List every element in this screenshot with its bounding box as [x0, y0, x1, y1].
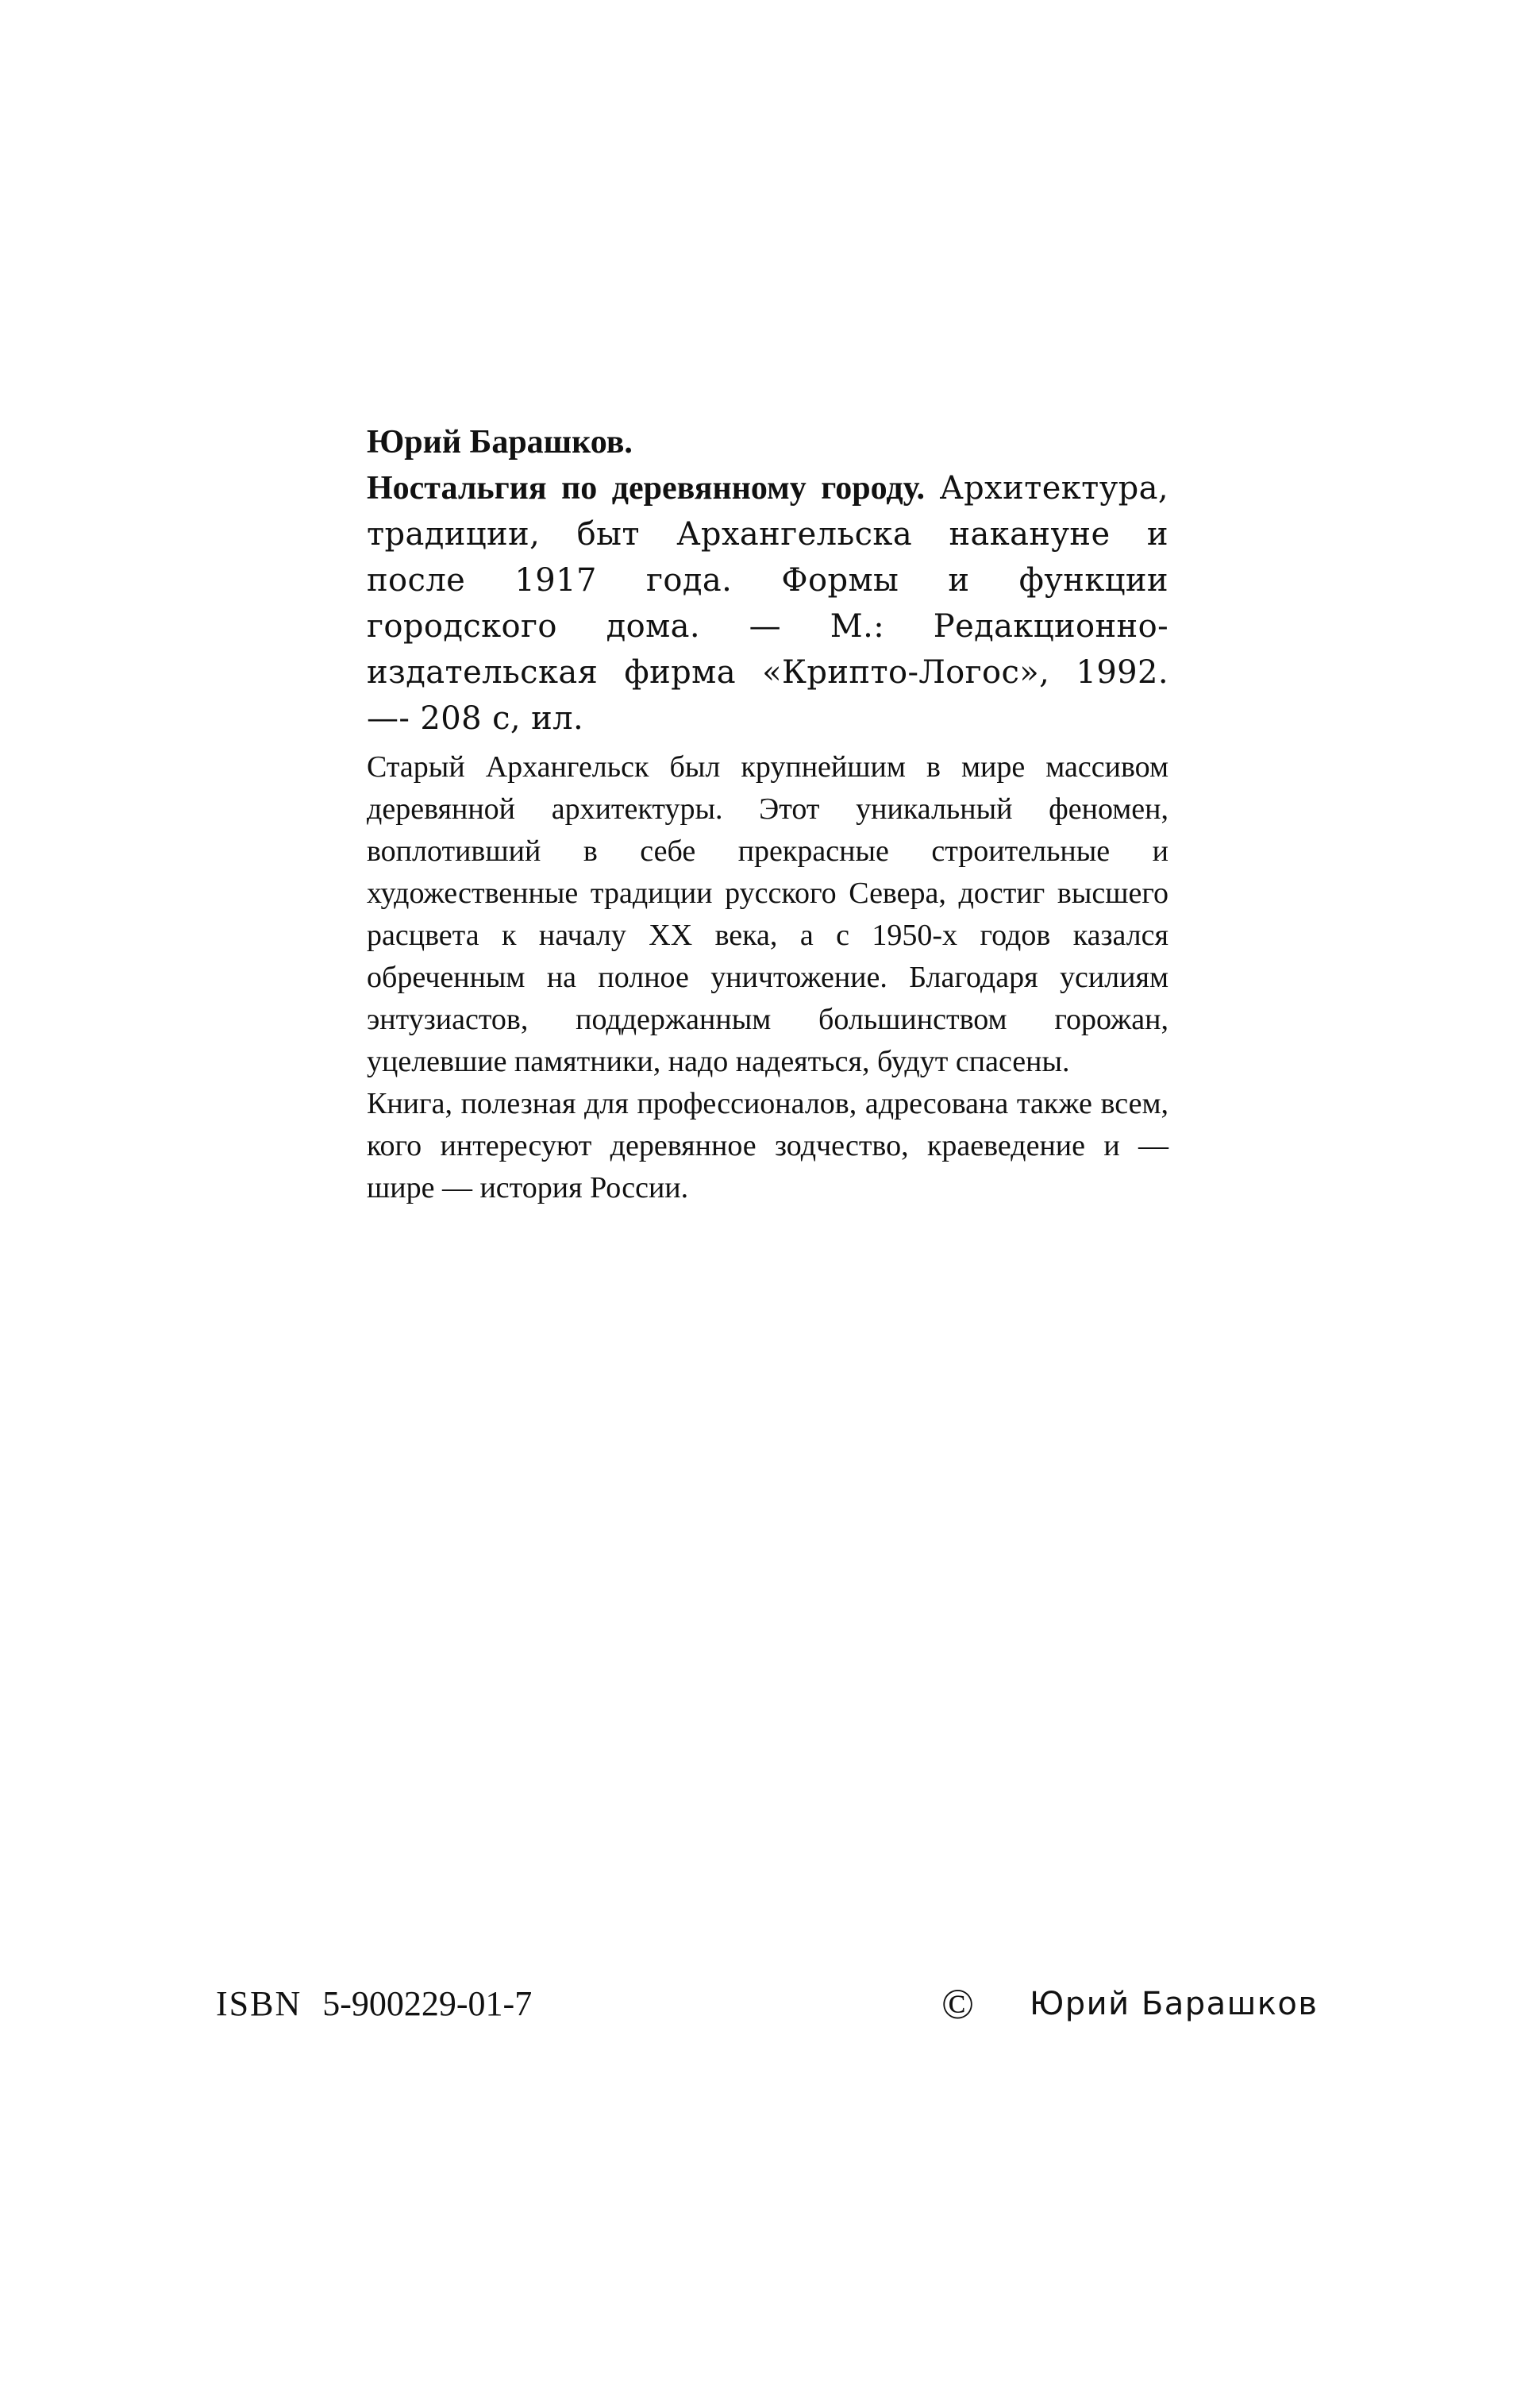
- copyright-holder: Юрий Барашков: [1030, 1986, 1319, 2022]
- annotation-paragraph: Книга, полезная для профессионалов, адресована также всем, кого интересуют деревянное зодчество, краеведение и — шире — история России.: [367, 1087, 1168, 1204]
- book-title: Ностальгия по деревянному городу.: [367, 470, 925, 507]
- author-name: Юрий Барашков.: [367, 424, 633, 461]
- bibliographic-entry: [367, 465, 1168, 742]
- bibliographic-record: [367, 419, 1168, 742]
- isbn: [216, 1982, 532, 2026]
- copyright: [941, 1982, 1318, 2026]
- isbn-label: ISBN: [216, 1984, 302, 2023]
- bibliographic-details: Архитектура, традиции, быт Архангельска накануне и после 1917 года. Формы и функции городского дома. — М.: Редакционно-издательская фирма «Крипто-Логос», 1992. —- 208 с, ил.: [367, 470, 1169, 737]
- annotation-paragraph: Старый Архангельск был крупнейшим в мире массивом деревянной архитектуры. Этот уникальный феномен, воплотивший в себе прекрасные строительные и художественные традиции русского Севера, достиг высшего расцвета к началу XX века, а с 1950-х годов казался обреченным на полное уничтожение. Благодаря усилиям энтузиастов, поддержанным большинством горожан, уцелевшие памятники, надо надеяться, будут спасены.: [367, 750, 1168, 1078]
- copyright-icon: ©: [941, 1980, 975, 2028]
- annotation: [367, 746, 1168, 1209]
- isbn-code: 5-900229-01-7: [322, 1984, 533, 2023]
